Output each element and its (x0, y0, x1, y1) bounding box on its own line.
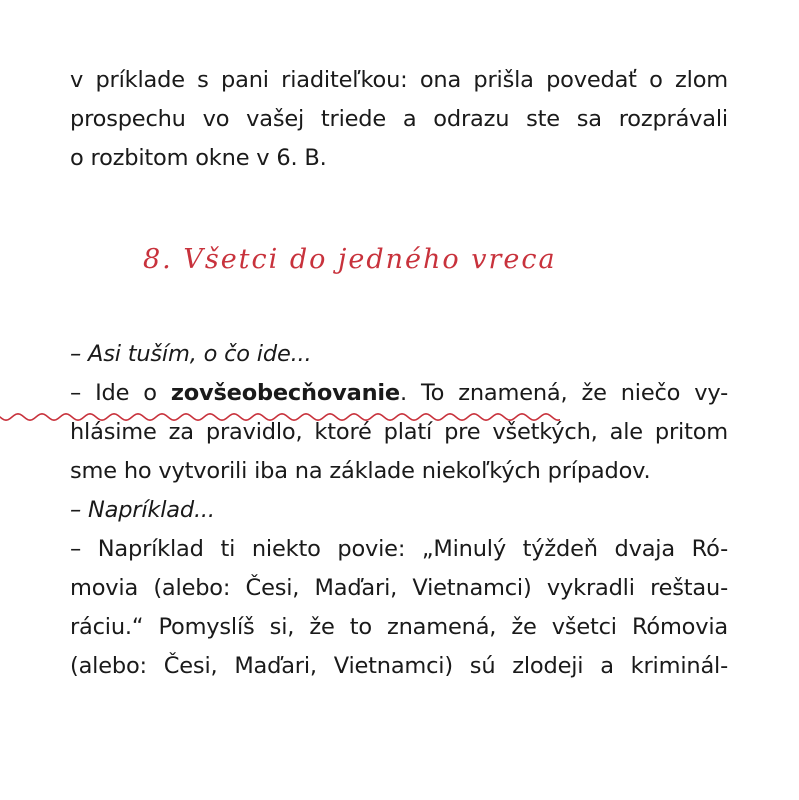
dialogue-line-7: movia (alebo: Česi, Maďari, Vietnamci) vykradli reštau- (70, 575, 728, 601)
intro-line-1: v príklade s pani riaditeľkou: ona prišla povedať o zlom (70, 67, 728, 93)
dialogue-line-2-suffix: . To znamená, že niečo vy- (399, 380, 728, 406)
intro-line-2: prospechu vo vašej triede a odrazu ste sa rozprávali (70, 106, 728, 132)
dialogue-line-4: sme ho vytvorili iba na základe niekoľkých prípadov. (70, 458, 651, 484)
dialogue-line-9: (alebo: Česi, Maďari, Vietnamci) sú zlodeji a kriminál- (70, 653, 728, 679)
dialogue-line-8: ráciu.“ Pomyslíš si, že to znamená, že všetci Rómovia (70, 614, 728, 640)
dialogue-line-2 (70, 374, 728, 413)
intro-line-3: o rozbitom okne v 6. B. (70, 145, 327, 171)
dialogue-line-2-prefix: – Ide o (70, 380, 171, 406)
dialogue-paragraph (70, 335, 728, 686)
dialogue-line-5: – Napríklad... (70, 497, 215, 523)
section-heading: 8. Všetci do jedného vreca (143, 244, 557, 275)
dialogue-line-3: hlásime za pravidlo, ktoré platí pre všetkých, ale pritom (70, 419, 728, 445)
dialogue-line-6: – Napríklad ti niekto povie: „Minulý týždeň dvaja Ró- (70, 536, 728, 562)
dialogue-line-1: – Asi tuším, o čo ide... (70, 341, 312, 367)
highlighted-term: zovšeobecňovanie (170, 380, 400, 406)
intro-paragraph (70, 61, 728, 178)
